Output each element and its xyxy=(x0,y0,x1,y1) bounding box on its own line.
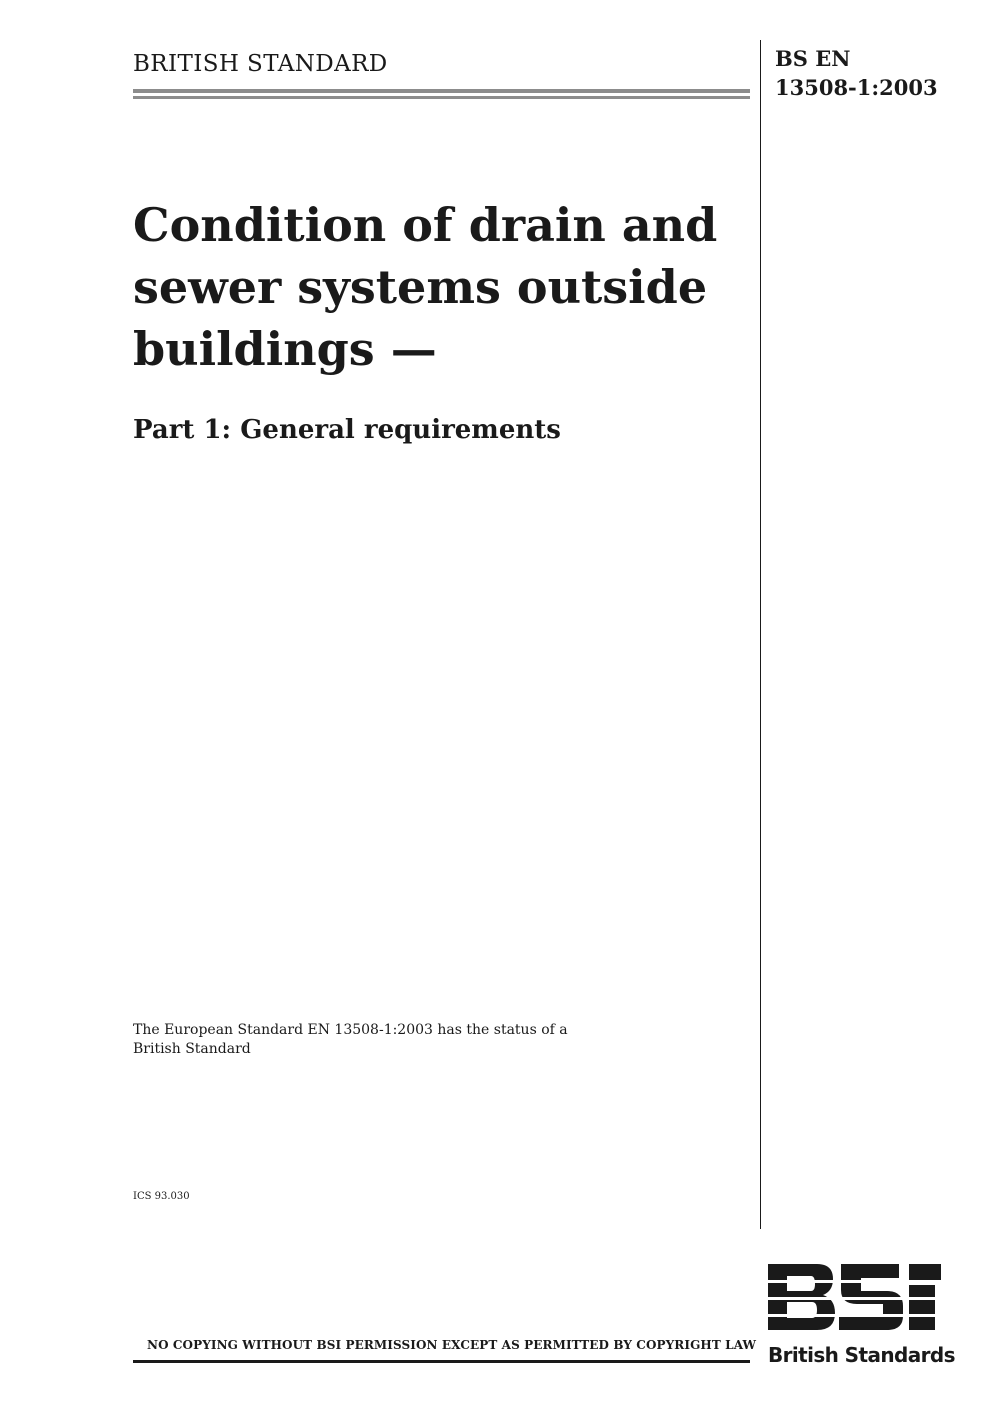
document-subtitle: Part 1: General requirements xyxy=(133,415,561,445)
standard-number xyxy=(775,44,938,102)
ics-code: ICS 93.030 xyxy=(133,1191,190,1202)
document-type-label: BRITISH STANDARD xyxy=(133,51,388,77)
status-note xyxy=(133,1021,653,1059)
document-title xyxy=(133,194,753,380)
standard-number-code: 13508-1:2003 xyxy=(775,75,938,100)
title-line: sewer systems outside xyxy=(133,260,708,314)
copyright-notice: NO COPYING WITHOUT BSI PERMISSION EXCEPT AS PERMITTED BY COPYRIGHT LAW xyxy=(147,1338,757,1352)
standard-number-prefix: BS EN xyxy=(775,46,851,71)
header-rule-top xyxy=(133,89,750,93)
footer-rule xyxy=(133,1360,750,1363)
column-divider xyxy=(760,40,761,1229)
header-rule-bottom xyxy=(133,96,750,99)
title-line: buildings — xyxy=(133,322,437,376)
status-note-line: The European Standard EN 13508-1:2003 has the status of a xyxy=(133,1022,568,1038)
bsi-logo-caption: British Standards xyxy=(768,1343,955,1367)
bsi-wordmark-icon xyxy=(765,1262,945,1342)
title-line: Condition of drain and xyxy=(133,198,718,252)
status-note-line: British Standard xyxy=(133,1041,251,1057)
